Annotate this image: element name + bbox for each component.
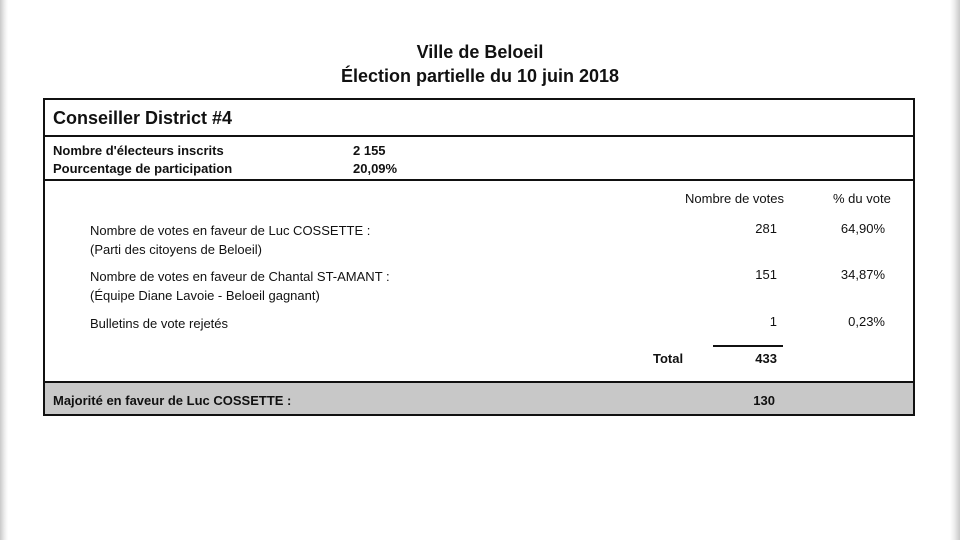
total-label: Total [653, 351, 684, 366]
results-table [43, 98, 915, 416]
row-percent: 34,87% [840, 267, 885, 282]
total-divider [713, 345, 783, 347]
registered-voters-value: 2 155 [353, 143, 386, 158]
district-heading [45, 100, 913, 137]
row-label: Bulletins de vote rejetés [90, 316, 229, 331]
row-party: (Équipe Diane Lavoie - Beloeil gagnant) [90, 288, 320, 303]
result-row [90, 314, 228, 333]
election-title: Élection partielle du 10 juin 2018 [340, 66, 620, 86]
majority-bar [45, 381, 913, 414]
result-row [90, 221, 370, 259]
row-party: (Parti des citoyens de Beloeil) [90, 242, 262, 257]
district-title: Conseiller District #4 [53, 108, 233, 128]
majority-value: 130 [753, 393, 775, 408]
total-value: 433 [755, 351, 777, 366]
row-label: Nombre de votes en faveur de Chantal ST-AMANT : [90, 269, 390, 284]
registered-voters-label: Nombre d'électeurs inscrits [53, 143, 224, 158]
row-percent: 0,23% [848, 314, 885, 329]
row-percent: 64,90% [840, 221, 885, 236]
turnout-label: Pourcentage de participation [53, 161, 233, 176]
city-title: Ville de Beloeil [416, 42, 544, 62]
result-row [90, 267, 390, 305]
row-votes: 281 [755, 221, 777, 236]
turnout-value: 20,09% [353, 161, 398, 176]
column-header-percent: % du vote [833, 191, 891, 206]
row-votes: 1 [769, 314, 777, 329]
column-header-votes: Nombre de votes [685, 191, 784, 206]
row-votes: 151 [755, 267, 777, 282]
voter-stats [45, 137, 913, 181]
document-header [0, 40, 960, 88]
majority-label: Majorité en faveur de Luc COSSETTE : [53, 393, 292, 408]
row-label: Nombre de votes en faveur de Luc COSSETTE : [90, 223, 371, 238]
